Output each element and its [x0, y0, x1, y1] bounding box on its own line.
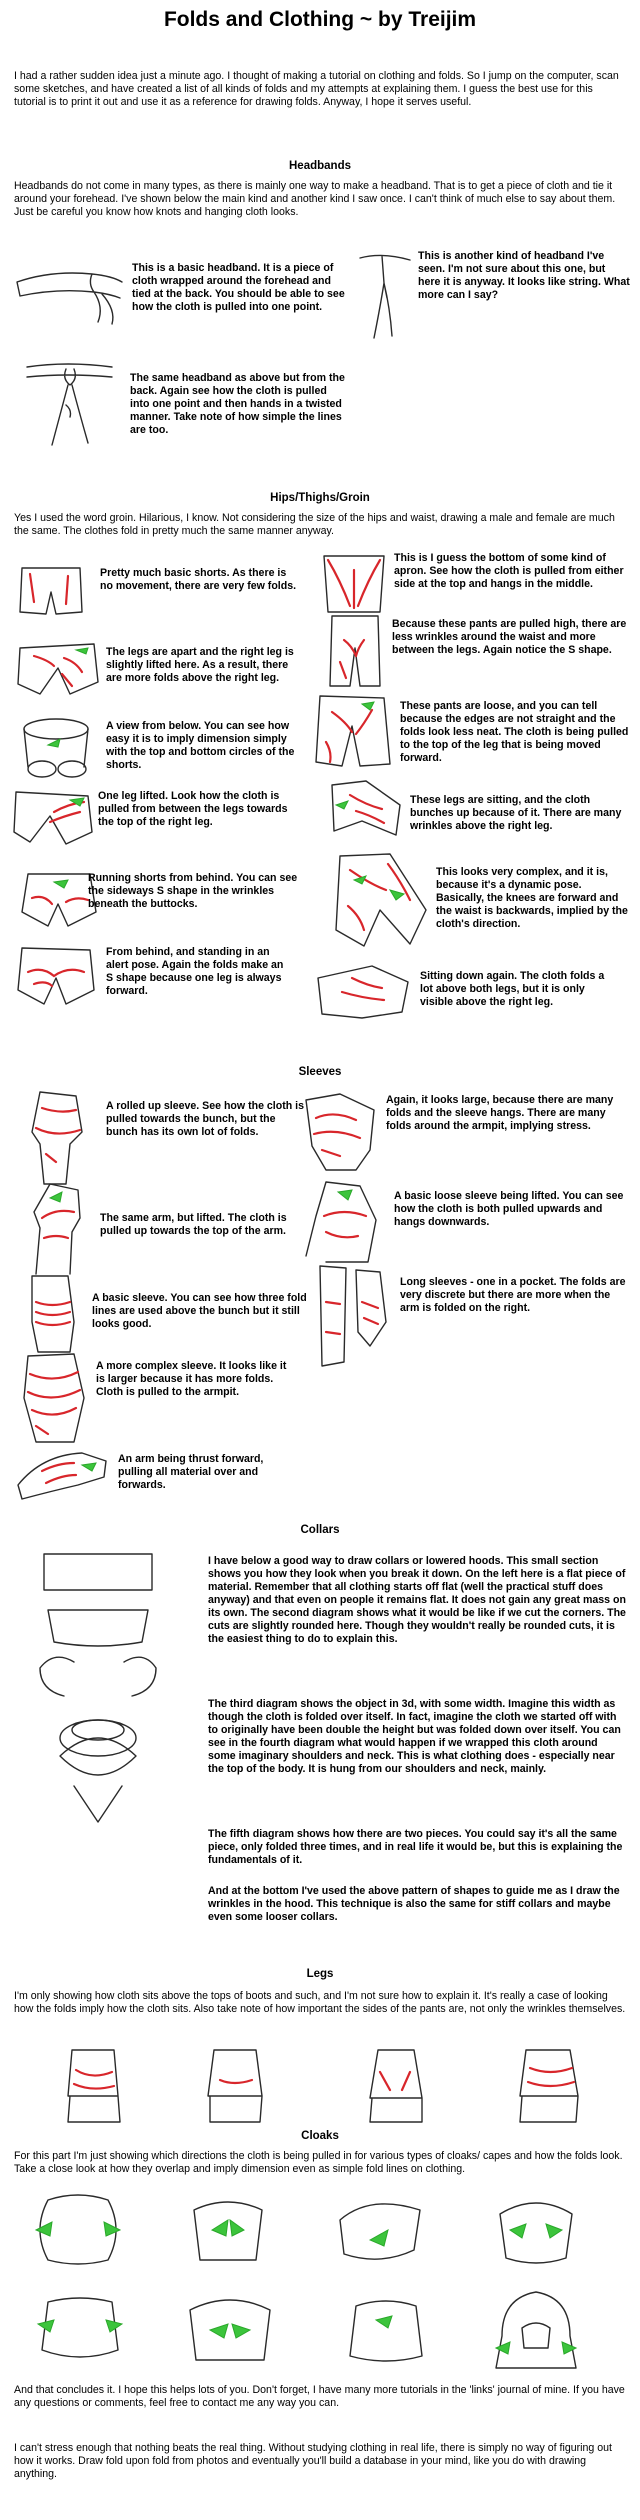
outro-paragraph-1: And that concludes it. I hope this helps lots of you. Don't forget, I have many more tutorials in the 'links' journal of mine. If you have any questions or comments, feel free to contact me any way you can. [14, 2384, 625, 2409]
cloak-sketch-5 [30, 2290, 130, 2370]
hips-right-caption-3: These pants are loose, and you can tell because the edges are not straight and the folds look less neat. The cloth is being pulled to the top of the leg that is being moved forward. [400, 700, 629, 764]
cloak-sketch-7 [336, 2290, 436, 2370]
dynamic-pose-sketch [330, 850, 432, 950]
hips-right-caption-6: Sitting down again. The cloth folds a lot above both legs, but it is only visible above the right leg. [420, 970, 605, 1008]
legs-paragraph: I'm only showing how cloth sits above the tops of boots and such, and I'm not sure how to explain it. It's really a case of looking how the folds imply how the cloth sits. Also take note of how important the sides of the pants are, not only the wrinkles themselves. [14, 1990, 626, 2015]
hips-right-caption-5: This looks very complex, and it is, because it's a dynamic pose. Basically, the knees are forward and the waist is backwards, implied by the cloth's direction. [436, 866, 628, 930]
sleeve-left-caption-3: A basic sleeve. You can see how three fold lines are used above the bunch but it still looks good. [92, 1292, 307, 1330]
hips-right-caption-1: This is I guess the bottom of some kind of apron. See how the cloth is pulled from either side at the top and hangs in the middle. [394, 552, 624, 590]
complex-sleeve-sketch [14, 1350, 94, 1446]
hips-right-caption-4: These legs are sitting, and the cloth bunches up because of it. There are many wrinkles above the right leg. [410, 794, 622, 832]
headband-caption-1: This is a basic headband. It is a piece of cloth wrapped around the forehead and tied at the back. You should be able to see how the cloth is pulled into one point. [132, 262, 345, 313]
hips-right-caption-2: Because these pants are pulled high, there are less wrinkles around the waist and more between the legs. Again notice the S shape. [392, 618, 627, 656]
sleeve-left-caption-2: The same arm, but lifted. The cloth is pulled up towards the top of the arm. [100, 1212, 287, 1237]
cloak-hood-sketch [486, 2288, 586, 2372]
rolled-sleeve-sketch [20, 1088, 95, 1188]
sleeve-right-caption-3: Long sleeves - one in a pocket. The folds are very discrete but there are more when the arm is folded on the right. [400, 1276, 626, 1314]
sleeve-left-caption-4: A more complex sleeve. It looks like it is larger because it has more folds. Cloth is pulled to the armpit. [96, 1360, 287, 1398]
shorts-legs-apart-sketch [14, 638, 102, 700]
hips-left-caption-4: One leg lifted. Look how the cloth is pulled from between the legs towards the top of the right leg. [98, 790, 288, 828]
high-pants-sketch [326, 612, 384, 690]
hips-left-caption-1: Pretty much basic shorts. As there is no movement, there are very few folds. [100, 567, 297, 592]
hips-left-caption-6: From behind, and standing in an alert pose. Again the folds make an S shape because one leg is always forward. [106, 946, 284, 997]
headband-caption-3: The same headband as above but from the back. Again see how the cloth is pulled into one point and then hands in a twisted manner. Take note of how simple the lines are too. [130, 372, 345, 436]
loose-pants-sketch [312, 692, 392, 770]
sitting-legs-sketch [326, 775, 404, 847]
headbands-intro: Headbands do not come in many types, as there is mainly one way to make a headband. That is to get a piece of cloth and tie it around your forehead. I've shown below the main kind and another kind I saw once. I can't think of much else to say about them. Just be careful you know how knots and hanging cloth looks. [14, 180, 616, 218]
collar-diagrams-sketch [34, 1550, 164, 1830]
apron-sketch [320, 550, 388, 618]
boot-sketch-3 [360, 2046, 432, 2126]
headband-string-sketch [352, 248, 417, 343]
basic-sleeve-sketch [18, 1272, 88, 1356]
boot-sketch-4 [510, 2046, 590, 2126]
collars-paragraph-3: The fifth diagram shows how there are two pieces. You could say it's all the same piece, only folded three times, and in real life it would be, but this is explaining the fundamentals of it. [208, 1828, 623, 1866]
boot-sketch-2 [200, 2046, 272, 2126]
headband-caption-2: This is another kind of headband I've seen. I'm not sure about this one, but here it is anyway. It looks like string. What more can I say? [418, 250, 630, 301]
section-heading-headbands: Headbands [289, 160, 351, 172]
cloak-sketch-4 [486, 2190, 586, 2270]
shorts-behind-sketch [14, 942, 99, 1012]
intro-paragraph: I had a rather sudden idea just a minute ago. I thought of making a tutorial on clothing and folds. So I jump on the computer, scan some sketches, and have created a list of all kinds of folds and my attempts at explaining them. I guess the best use for this tutorial is to print it out and use it as a reference for drawing folds. Anyway, I hope it serves useful. [14, 70, 619, 108]
section-heading-hips: Hips/Thighs/Groin [270, 492, 370, 504]
collars-paragraph-1: I have below a good way to draw collars or lowered hoods. This small section shows you how they look when you break it down. On the left here is a flat piece of material. Remember that all clothing starts off flat (well the practical stuff does anyway) and that even on people it remains flat. It does not gain any great mass on its own. The second diagram shows what it would be like if we cut the corners. The cuts are slightly rounded here. Though they wouldn't really be rounded cuts, it is the easiest thing to do to explain this. [208, 1555, 626, 1645]
headband-front-sketch [12, 252, 127, 327]
hips-left-caption-3: A view from below. You can see how easy it is to imply dimension simply with the top and bottom circles of the shorts. [106, 720, 295, 771]
sleeve-left-caption-1: A rolled up sleeve. See how the cloth is pulled towards the bunch, but the bunch has its own lot of folds. [106, 1100, 304, 1138]
sleeve-left-caption-5: An arm being thrust forward, pulling all material over and forwards. [118, 1453, 264, 1491]
page-title: Folds and Clothing ~ by Treijim [163, 8, 477, 31]
section-heading-cloaks: Cloaks [301, 2130, 339, 2142]
cloak-sketch-3 [330, 2190, 430, 2270]
large-sleeve-sketch [300, 1090, 380, 1174]
hips-left-caption-2: The legs are apart and the right leg is slightly lifted here. As a result, there are more folds above the right leg. [106, 646, 294, 684]
loose-sleeve-sketch [296, 1176, 386, 1266]
section-heading-collars: Collars [300, 1524, 340, 1536]
collars-paragraph-4: And at the bottom I've used the above pattern of shapes to guide me as I draw the wrinkles in the hood. This technique is also the same for stiff collars and maybe even some looser collars. [208, 1885, 620, 1923]
headband-back-sketch [22, 355, 117, 450]
cloak-sketch-1 [28, 2190, 128, 2270]
sleeve-right-caption-2: A basic loose sleeve being lifted. You can see how the cloth is both pulled upwards and hangs downwards. [394, 1190, 624, 1228]
boot-sketch-1 [58, 2046, 130, 2126]
cloaks-paragraph: For this part I'm just showing which directions the cloth is being pulled in for various types of cloaks/ capes and how the folds look. Take a close look at how they overlap and imply dimension even as simple fold lines on clothing. [14, 2150, 623, 2175]
cloak-sketch-2 [178, 2190, 278, 2270]
long-sleeves-sketch [300, 1262, 390, 1372]
shorts-leg-lifted-sketch [10, 782, 98, 852]
shorts-below-sketch [18, 715, 94, 783]
thrust-arm-sketch [12, 1445, 112, 1501]
section-heading-legs: Legs [306, 1968, 334, 1980]
sitting-again-sketch [312, 958, 412, 1026]
outro-paragraph-2: I can't stress enough that nothing beats the real thing. Without studying clothing in real life, there is simply no way of figuring out how it works. Draw fold upon fold from photos and eventually you'll build a database in your mind, like you do with drawing anything. [14, 2442, 612, 2480]
sleeve-right-caption-1: Again, it looks large, because there are many folds and the sleeve hangs. There are many folds around the armpit, implying stress. [386, 1094, 614, 1132]
section-heading-sleeves: Sleeves [298, 1066, 342, 1078]
hips-left-caption-5: Running shorts from behind. You can see the sideways S shape in the wrinkles beneath the buttocks. [88, 872, 298, 910]
lifted-arm-sketch [20, 1178, 95, 1278]
collars-paragraph-2: The third diagram shows the object in 3d, with some width. Imagine this width as though the cloth is folded over itself. In fact, imagine the cloth we started off with to originally have been double the height but was folded down over itself. You can see in the fourth diagram what would happen if we wrapped this cloth around some imaginary shoulders and neck. This is what clothing does - especially near the top of the body. It is hung from our shoulders and neck, mainly. [208, 1698, 621, 1775]
shorts-basic-sketch [16, 562, 86, 622]
cloak-sketch-6 [180, 2290, 280, 2370]
hips-intro: Yes I used the word groin. Hilarious, I know. Not considering the size of the hips and waist, drawing a male and female are much the same. The clothes fold in pretty much the same manner anyway. [14, 512, 615, 537]
